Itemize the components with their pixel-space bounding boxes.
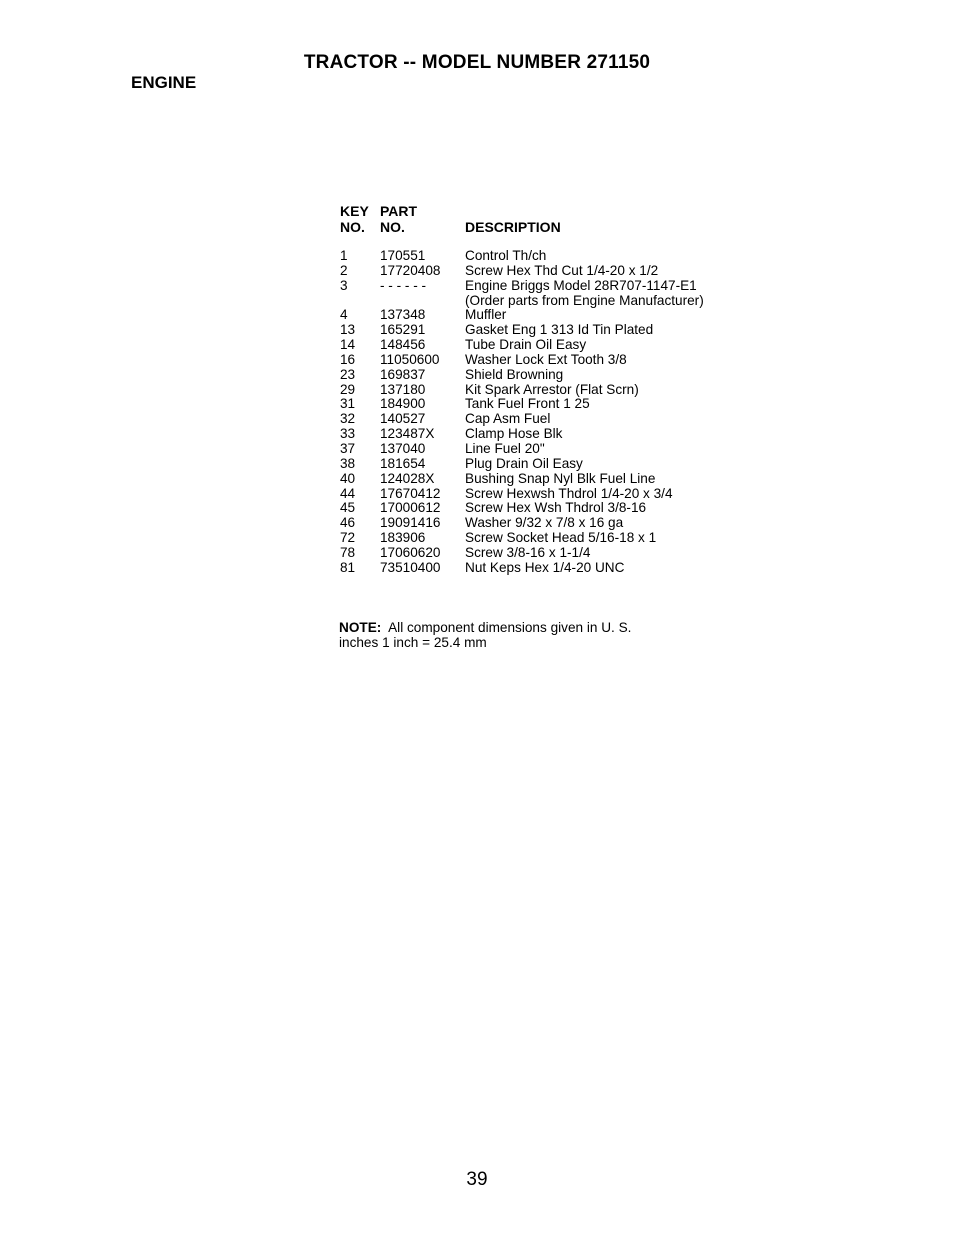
header-part-no — [380, 203, 465, 235]
note-line-1 — [339, 620, 631, 635]
key-no: 44 — [340, 485, 356, 501]
description-line: Screw Hexwsh Thdrol 1/4-20 x 3/4 — [465, 485, 673, 501]
description — [465, 323, 760, 338]
key-no: 29 — [340, 381, 356, 397]
parts-table-header — [340, 203, 760, 235]
part-no: 124028X — [380, 470, 435, 486]
note-text-2: inches 1 inch = 25.4 mm — [339, 635, 487, 650]
description — [465, 412, 760, 427]
part-no: 148456 — [380, 337, 426, 353]
description — [465, 487, 760, 502]
description-line: Shield Browning — [465, 366, 564, 382]
header-key-no — [340, 203, 380, 235]
key-no: 46 — [340, 515, 356, 531]
table-row — [340, 353, 760, 368]
note-label: NOTE: — [339, 620, 382, 635]
part-no: 170551 — [380, 248, 426, 263]
key-no: 23 — [340, 366, 356, 382]
header-part-line1: PART — [380, 203, 418, 219]
key-no: 31 — [340, 396, 356, 412]
description-line: Tank Fuel Front 1 25 — [465, 396, 590, 412]
description-line: Muffler — [465, 307, 507, 323]
key-no: 37 — [340, 440, 356, 456]
table-row — [340, 383, 760, 398]
key-no: 14 — [340, 337, 356, 353]
part-no: 137180 — [380, 381, 426, 397]
table-row — [340, 249, 760, 264]
key-no: 4 — [340, 307, 348, 323]
table-row — [340, 501, 760, 516]
description — [465, 472, 760, 487]
table-row — [340, 531, 760, 546]
description — [465, 501, 760, 516]
part-no: 181654 — [380, 455, 426, 471]
description-line: Screw Hex Wsh Thdrol 3/8-16 — [465, 500, 647, 516]
description-line: Gasket Eng 1 313 Id Tin Plated — [465, 322, 654, 338]
description — [465, 457, 760, 472]
description-line: Control Th/ch — [465, 248, 547, 263]
table-row — [340, 279, 760, 309]
description-line: Screw Hex Thd Cut 1/4-20 x 1/2 — [465, 262, 659, 278]
description — [465, 249, 760, 264]
key-no: 33 — [340, 426, 356, 442]
table-row — [340, 368, 760, 383]
description — [465, 561, 760, 576]
description-line: Bushing Snap Nyl Blk Fuel Line — [465, 470, 656, 486]
part-no: 140527 — [380, 411, 426, 427]
key-no: 32 — [340, 411, 356, 427]
part-no: 17670412 — [380, 485, 441, 501]
table-row — [340, 442, 760, 457]
part-no: 169837 — [380, 366, 426, 382]
part-no: 17060620 — [380, 544, 441, 560]
page-title: TRACTOR -- MODEL NUMBER 271150 — [303, 52, 651, 73]
part-no: 17000612 — [380, 500, 441, 516]
table-row — [340, 264, 760, 279]
table-row — [340, 397, 760, 412]
part-no: 137348 — [380, 307, 426, 323]
page-number: 39 — [466, 1169, 488, 1190]
description — [465, 338, 760, 353]
description — [465, 279, 760, 309]
part-no: 183906 — [380, 530, 426, 546]
table-row — [340, 427, 760, 442]
parts-table — [340, 203, 760, 576]
description-line: Screw 3/8-16 x 1-1/4 — [465, 544, 591, 560]
description — [465, 353, 760, 368]
description-line: (Order parts from Engine Manufacturer) — [465, 292, 704, 308]
part-no: 19091416 — [380, 515, 441, 531]
note — [339, 620, 631, 650]
table-row — [340, 516, 760, 531]
key-no: 2 — [340, 262, 348, 278]
table-row — [340, 561, 760, 576]
table-row — [340, 308, 760, 323]
table-row — [340, 457, 760, 472]
key-no: 45 — [340, 500, 356, 516]
key-no: 38 — [340, 455, 356, 471]
part-no: - - - - - - — [380, 277, 427, 293]
description-line: Nut Keps Hex 1/4-20 UNC — [465, 559, 625, 575]
description — [465, 546, 760, 561]
key-no: 13 — [340, 322, 356, 338]
note-text-1: All component dimensions given in U. S. — [388, 620, 632, 635]
description-line: Washer Lock Ext Tooth 3/8 — [465, 351, 627, 367]
description-line: Kit Spark Arrestor (Flat Scrn) — [465, 381, 639, 397]
description-line: Tube Drain Oil Easy — [465, 337, 587, 353]
header-key-line1: KEY — [340, 203, 369, 219]
description — [465, 516, 760, 531]
parts-list — [340, 249, 760, 576]
part-no: 184900 — [380, 396, 426, 412]
part-no: 137040 — [380, 440, 426, 456]
description-line: Engine Briggs Model 28R707-1147-E1 — [465, 277, 697, 293]
key-no: 78 — [340, 544, 356, 560]
description-line: Cap Asm Fuel — [465, 411, 551, 427]
part-no: 73510400 — [380, 559, 441, 575]
header-key-line2: NO. — [340, 219, 365, 235]
key-no: 3 — [340, 277, 348, 293]
table-row — [340, 323, 760, 338]
section-title: ENGINE — [131, 73, 197, 92]
key-no: 72 — [340, 530, 356, 546]
table-row — [340, 546, 760, 561]
description — [465, 397, 760, 412]
table-row — [340, 487, 760, 502]
key-no: 16 — [340, 351, 356, 367]
table-row — [340, 338, 760, 353]
table-row — [340, 472, 760, 487]
description-line: Clamp Hose Blk — [465, 426, 563, 442]
table-row — [340, 412, 760, 427]
key-no: 40 — [340, 470, 356, 486]
description — [465, 368, 760, 383]
description — [465, 427, 760, 442]
part-no: 165291 — [380, 322, 426, 338]
header-description-label: DESCRIPTION — [465, 219, 561, 235]
description — [465, 383, 760, 398]
key-no: 81 — [340, 559, 356, 575]
description-line: Line Fuel 20" — [465, 440, 545, 456]
description — [465, 531, 760, 546]
header-part-line2: NO. — [380, 219, 405, 235]
part-no: 11050600 — [380, 351, 440, 367]
header-description — [465, 203, 760, 235]
description — [465, 308, 760, 323]
description — [465, 442, 760, 457]
description-line: Washer 9/32 x 7/8 x 16 ga — [465, 515, 624, 531]
description-line: Plug Drain Oil Easy — [465, 455, 583, 471]
part-no: 17720408 — [380, 262, 441, 278]
description-line: Screw Socket Head 5/16-18 x 1 — [465, 530, 657, 546]
key-no: 1 — [340, 248, 348, 263]
description — [465, 264, 760, 279]
part-no: 123487X — [380, 426, 435, 442]
